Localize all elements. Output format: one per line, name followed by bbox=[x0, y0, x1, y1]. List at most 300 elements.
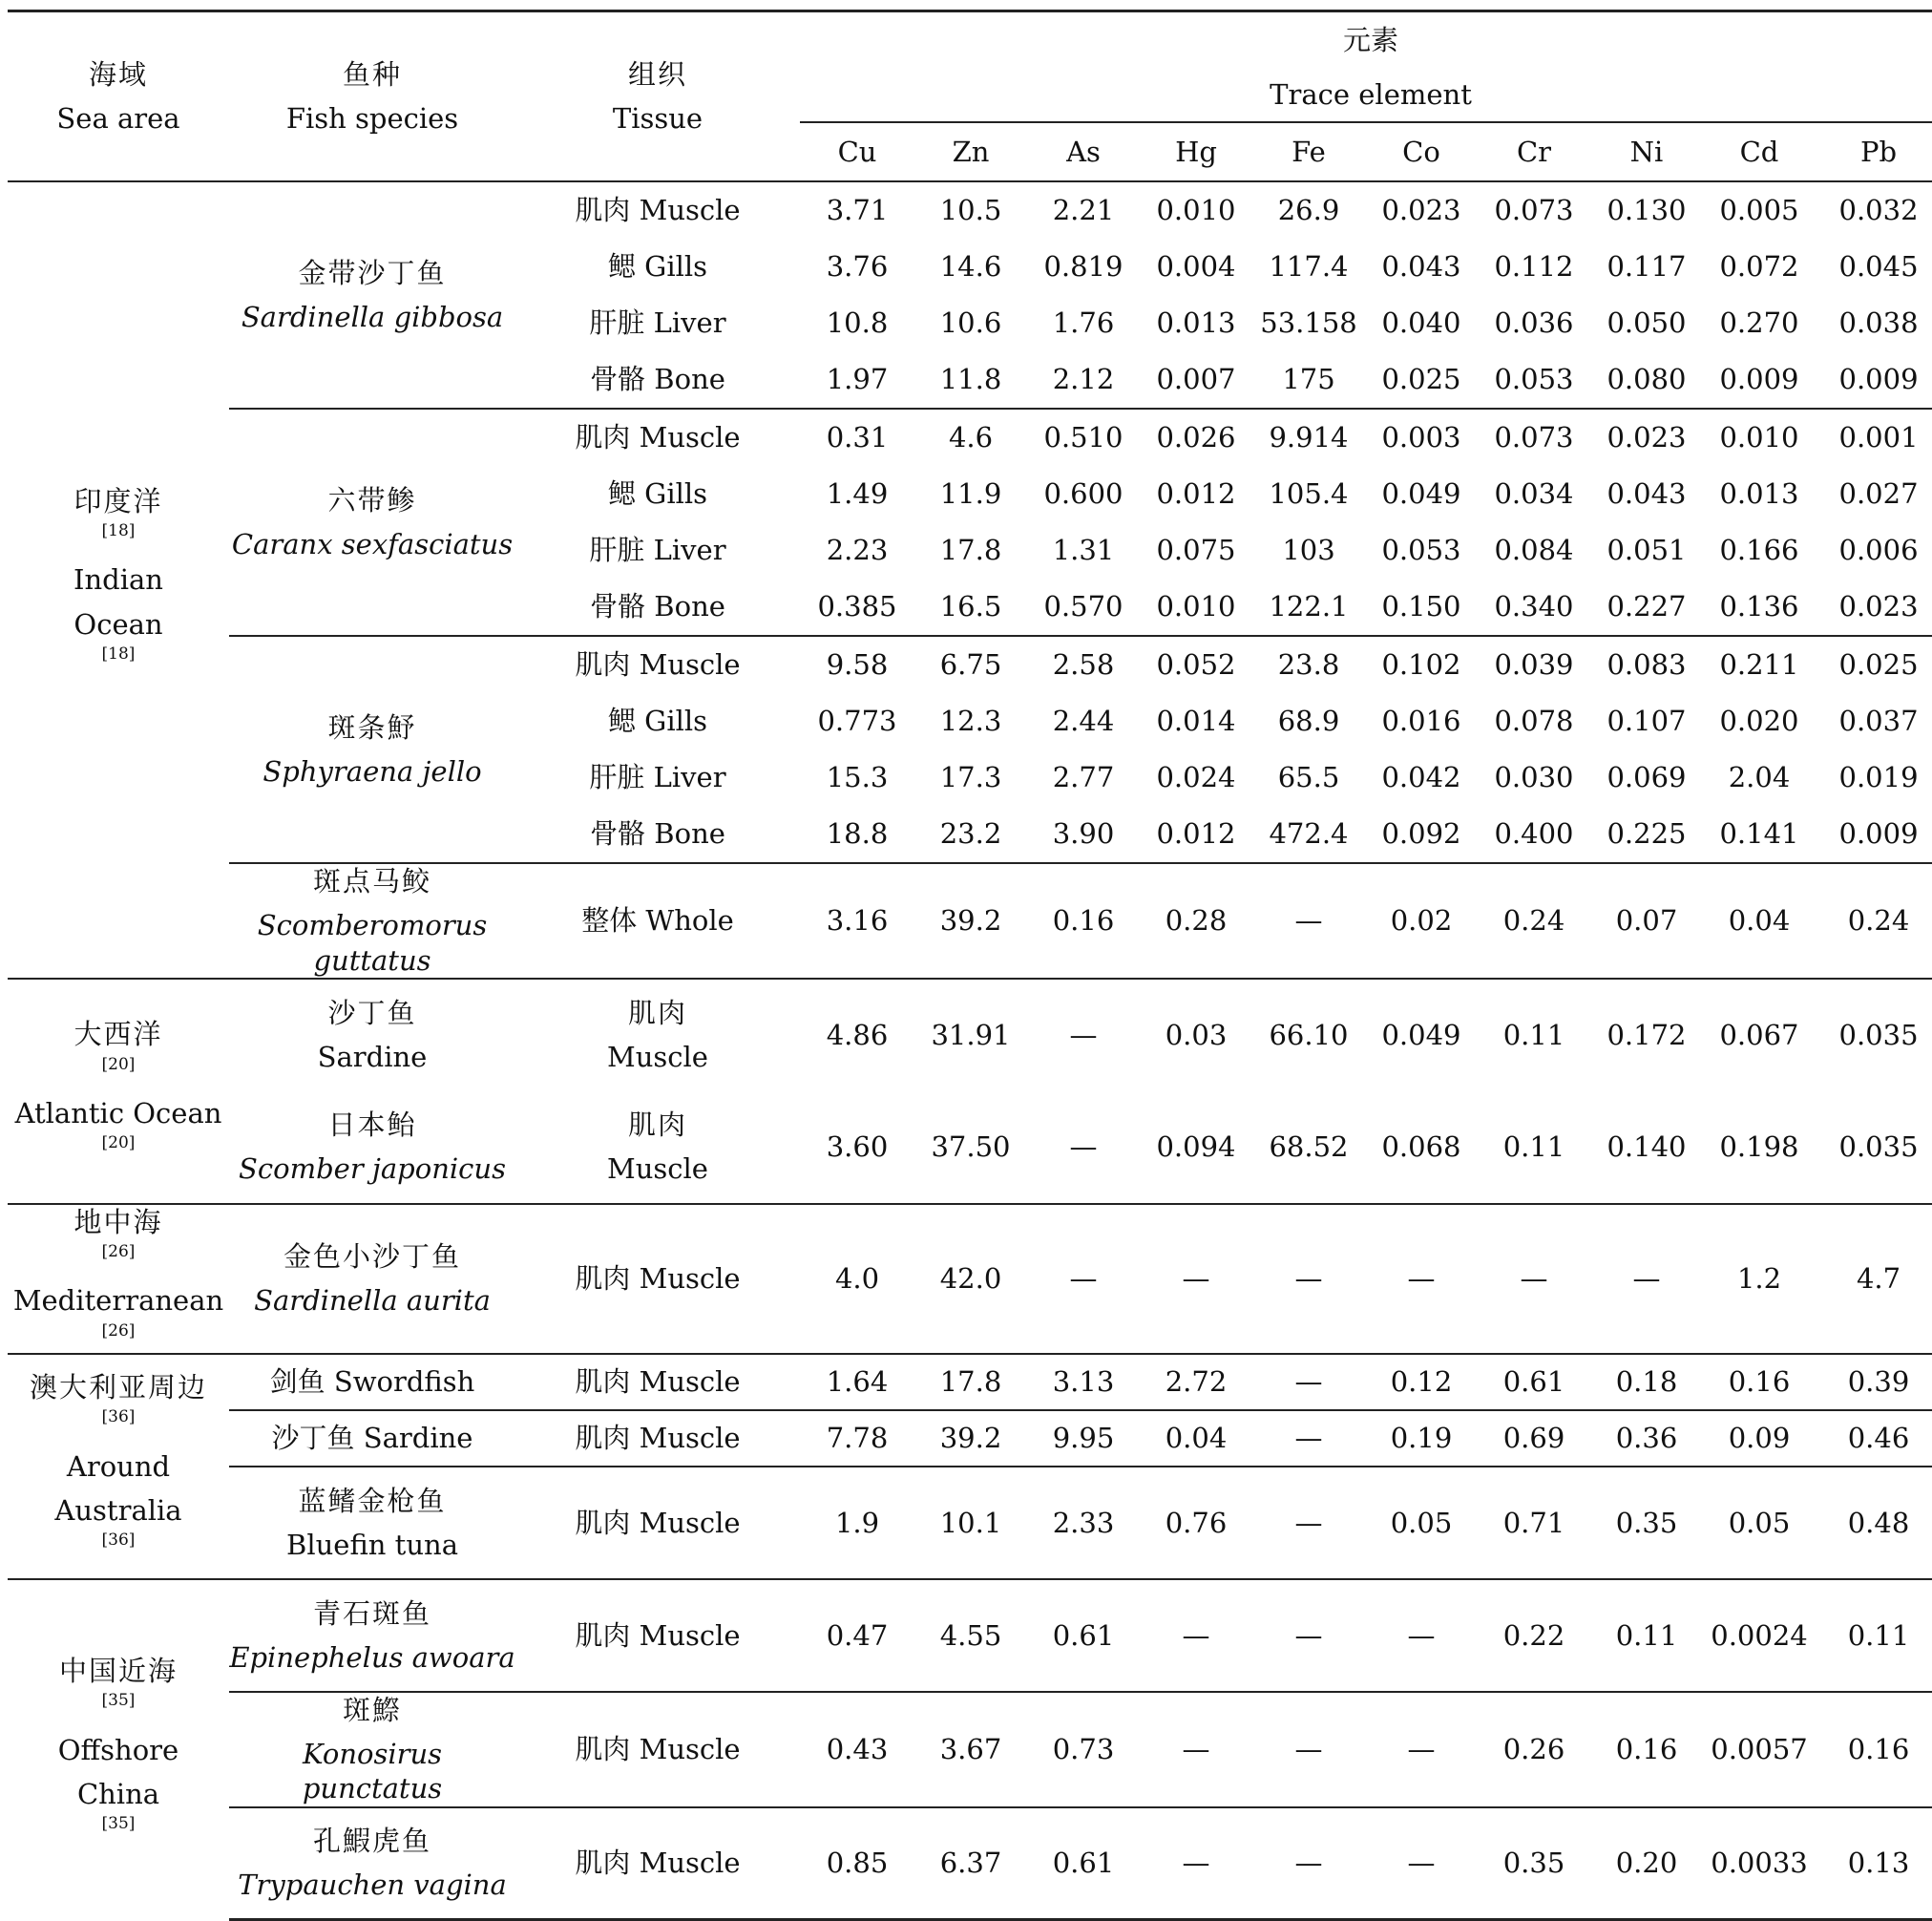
species-latin: Sardinella gibbosa bbox=[241, 301, 504, 333]
value-cell: 0.092 bbox=[1381, 817, 1461, 851]
value-cell: 0.016 bbox=[1381, 705, 1461, 738]
value-cell: 0.570 bbox=[1043, 590, 1124, 623]
value-cell: 0.85 bbox=[800, 1807, 914, 1920]
value-cell: 0.11 bbox=[1590, 1579, 1703, 1692]
value-cell: 0.11 bbox=[1816, 1579, 1932, 1692]
value-cell: 0.16 bbox=[1816, 1692, 1932, 1807]
sea-area-en: Australia bbox=[54, 1493, 182, 1527]
value-cell: 0.075 bbox=[1156, 534, 1236, 567]
species-latin: Scomberomorus guttatus bbox=[257, 909, 488, 977]
element-header-cu: Cu bbox=[800, 122, 914, 181]
value-cell: 2.44 bbox=[1052, 705, 1115, 738]
value-cell: 0.46 bbox=[1816, 1410, 1932, 1467]
value-cell: 10.6 bbox=[939, 306, 1002, 340]
value-cell: 0.035 bbox=[1838, 1130, 1919, 1164]
species-cn: 斑点马鲛 bbox=[312, 865, 431, 897]
element-header-co: Co bbox=[1365, 122, 1478, 181]
value-cell: 0.012 bbox=[1156, 817, 1236, 851]
reference-mark: [26] bbox=[101, 1320, 136, 1340]
sea-area-en: Indian bbox=[74, 563, 163, 597]
value-cell: — bbox=[1252, 1410, 1365, 1467]
element-header-pb: Pb bbox=[1816, 122, 1932, 181]
species-cell bbox=[229, 1204, 515, 1354]
value-cell: 0.07 bbox=[1590, 863, 1703, 979]
trace-element-table-container bbox=[8, 10, 1924, 1921]
value-cell: 0.030 bbox=[1494, 761, 1574, 794]
table-row bbox=[8, 863, 1932, 979]
value-cell: 1.9 bbox=[800, 1467, 914, 1579]
value-cell: 14.6 bbox=[939, 250, 1002, 284]
value-cell: 65.5 bbox=[1277, 761, 1340, 794]
element-header-cd: Cd bbox=[1703, 122, 1816, 181]
value-cell: 0.05 bbox=[1703, 1467, 1816, 1579]
value-cell: 0.19 bbox=[1365, 1410, 1478, 1467]
value-cell: 0.48 bbox=[1816, 1467, 1932, 1579]
species-cell bbox=[229, 1091, 515, 1204]
value-cell: — bbox=[1252, 1204, 1365, 1354]
value-cell: 31.91 bbox=[914, 979, 1027, 1091]
value-cell: 3.60 bbox=[826, 1130, 889, 1164]
species-cn: 金带沙丁鱼 bbox=[298, 256, 447, 289]
fish-species-header-en: Fish species bbox=[285, 102, 459, 135]
sea-area-en: China bbox=[76, 1777, 160, 1810]
value-cell: 0.073 bbox=[1494, 194, 1574, 227]
reference-mark: [20] bbox=[101, 1133, 136, 1152]
element-header-zn: Zn bbox=[914, 122, 1027, 181]
value-cell: 0.001 bbox=[1816, 409, 1932, 466]
value-cell: 0.080 bbox=[1606, 363, 1687, 396]
sea-area-header-en: Sea area bbox=[56, 102, 180, 135]
species-cell bbox=[229, 1692, 515, 1807]
value-cell: 9.58 bbox=[800, 636, 914, 693]
value-cell: 0.004 bbox=[1156, 250, 1236, 284]
tissue-cell: 肌肉 Muscle bbox=[515, 1807, 800, 1920]
value-cell: 0.025 bbox=[1381, 363, 1461, 396]
value-cell: 0.014 bbox=[1156, 705, 1236, 738]
value-cell: 0.35 bbox=[1478, 1807, 1590, 1920]
species-latin: Sardinella aurita bbox=[254, 1284, 491, 1318]
value-cell: 0.22 bbox=[1478, 1579, 1590, 1692]
value-cell: 0.024 bbox=[1156, 761, 1236, 794]
value-cell: 105.4 bbox=[1269, 477, 1349, 511]
species-latin: Epinephelus awoara bbox=[229, 1640, 515, 1674]
species-cell bbox=[229, 1579, 515, 1692]
value-cell: 0.69 bbox=[1478, 1410, 1590, 1467]
value-cell: 2.23 bbox=[826, 534, 889, 567]
value-cell: 0.0033 bbox=[1703, 1807, 1816, 1920]
value-cell: 0.053 bbox=[1381, 534, 1461, 567]
tissue-cell: 肌肉 Muscle bbox=[515, 636, 800, 693]
value-cell: 0.010 bbox=[1156, 194, 1236, 227]
tissue-header-en: Tissue bbox=[612, 102, 704, 135]
value-cell: 0.094 bbox=[1156, 1130, 1236, 1164]
species-latin: Trypauchen vagina bbox=[238, 1868, 507, 1902]
value-cell: 0.019 bbox=[1838, 761, 1919, 794]
value-cell: 10.8 bbox=[826, 306, 889, 340]
table-row bbox=[8, 979, 1932, 1091]
reference-mark: [20] bbox=[101, 1054, 136, 1074]
value-cell: 3.13 bbox=[1027, 1354, 1140, 1410]
fish-species-header-cn: 鱼种 bbox=[342, 57, 402, 91]
value-cell: 0.050 bbox=[1606, 306, 1687, 340]
table-row bbox=[8, 1354, 1932, 1410]
species-cn: 斑条魣 bbox=[327, 710, 417, 744]
value-cell: 2.21 bbox=[1052, 194, 1115, 227]
value-cell: 0.026 bbox=[1140, 409, 1252, 466]
value-cell: 1.97 bbox=[826, 363, 889, 396]
value-cell: — bbox=[1252, 1579, 1365, 1692]
value-cell: 0.053 bbox=[1494, 363, 1574, 396]
species-cn: 金色小沙丁鱼 bbox=[283, 1240, 461, 1273]
value-cell: 0.039 bbox=[1478, 636, 1590, 693]
value-cell: 39.2 bbox=[914, 1410, 1027, 1467]
value-cell: 0.045 bbox=[1838, 250, 1919, 284]
value-cell: 68.52 bbox=[1269, 1130, 1349, 1164]
value-cell: 117.4 bbox=[1269, 250, 1349, 284]
species-cell bbox=[229, 1807, 515, 1920]
value-cell: 0.510 bbox=[1027, 409, 1140, 466]
value-cell: 0.025 bbox=[1816, 636, 1932, 693]
value-cell: 3.67 bbox=[914, 1692, 1027, 1807]
value-cell: 2.72 bbox=[1140, 1354, 1252, 1410]
value-cell: 0.013 bbox=[1156, 306, 1236, 340]
tissue-cn: 肌肉 bbox=[627, 1108, 687, 1141]
value-cell: 0.31 bbox=[800, 409, 914, 466]
value-cell: 4.0 bbox=[800, 1204, 914, 1354]
value-cell: 17.3 bbox=[939, 761, 1002, 794]
value-cell: 0.166 bbox=[1719, 534, 1799, 567]
value-cell: 0.270 bbox=[1719, 306, 1799, 340]
element-header-hg: Hg bbox=[1140, 122, 1252, 181]
table-row bbox=[8, 1410, 1932, 1467]
value-cell: 0.117 bbox=[1606, 250, 1687, 284]
tissue-cell: 肌肉 Muscle bbox=[515, 409, 800, 466]
value-cell: 0.02 bbox=[1365, 863, 1478, 979]
tissue-cell: 肝脏 Liver bbox=[589, 306, 726, 340]
value-cell: 0.03 bbox=[1140, 979, 1252, 1091]
value-cell: 0.0024 bbox=[1703, 1579, 1816, 1692]
value-cell: 7.78 bbox=[800, 1410, 914, 1467]
value-cell: 0.20 bbox=[1590, 1807, 1703, 1920]
value-cell: 15.3 bbox=[826, 761, 889, 794]
value-cell: 0.027 bbox=[1838, 477, 1919, 511]
value-cell: 0.068 bbox=[1381, 1130, 1461, 1164]
reference-mark: [18] bbox=[101, 521, 136, 540]
table-row bbox=[8, 1091, 1932, 1204]
value-cell: — bbox=[1365, 1579, 1478, 1692]
value-cell: 0.023 bbox=[1381, 194, 1461, 227]
value-cell: 0.12 bbox=[1365, 1354, 1478, 1410]
species-cell bbox=[229, 409, 515, 636]
element-header-ni: Ni bbox=[1590, 122, 1703, 181]
value-cell: 0.227 bbox=[1606, 590, 1687, 623]
species-cn: 孔鰕虎鱼 bbox=[312, 1825, 431, 1857]
reference-mark: [36] bbox=[101, 1407, 136, 1427]
tissue-cell: 鳃 Gills bbox=[607, 705, 708, 738]
value-cell: 0.049 bbox=[1381, 477, 1461, 511]
reference-mark: [35] bbox=[101, 1814, 136, 1833]
value-cell: 0.400 bbox=[1494, 817, 1574, 851]
value-cell: 0.102 bbox=[1365, 636, 1478, 693]
value-cell: 0.24 bbox=[1816, 863, 1932, 979]
value-cell: 0.73 bbox=[1027, 1692, 1140, 1807]
value-cell: — bbox=[1365, 1692, 1478, 1807]
value-cell: 3.71 bbox=[826, 194, 889, 227]
value-cell: 0.078 bbox=[1494, 705, 1574, 738]
sea-area-mediterranean bbox=[8, 1204, 229, 1354]
value-cell: 0.47 bbox=[800, 1579, 914, 1692]
species-cn: 六带鲹 bbox=[327, 483, 417, 517]
tissue-cell: 肝脏 Liver bbox=[589, 534, 726, 567]
value-cell: 0.051 bbox=[1606, 534, 1687, 567]
tissue-cell: 整体 Whole bbox=[515, 863, 800, 979]
value-cell: — bbox=[1252, 1807, 1365, 1920]
sea-area-around-australia bbox=[8, 1354, 229, 1579]
tissue-cell bbox=[515, 979, 800, 1091]
value-cell: 0.61 bbox=[1027, 1579, 1140, 1692]
value-cell: 0.034 bbox=[1494, 477, 1574, 511]
tissue-cell: 肝脏 Liver bbox=[589, 761, 726, 794]
tissue-cell: 肌肉 Muscle bbox=[515, 1354, 800, 1410]
value-cell: 9.95 bbox=[1027, 1410, 1140, 1467]
value-cell: 1.76 bbox=[1052, 306, 1115, 340]
tissue-header bbox=[515, 11, 800, 182]
value-cell: 39.2 bbox=[914, 863, 1027, 979]
value-cell: 0.049 bbox=[1365, 979, 1478, 1091]
value-cell: 0.032 bbox=[1838, 194, 1919, 227]
value-cell: 0.61 bbox=[1478, 1354, 1590, 1410]
value-cell: 0.11 bbox=[1478, 979, 1590, 1091]
value-cell: 0.069 bbox=[1606, 761, 1687, 794]
value-cell: 0.130 bbox=[1606, 194, 1687, 227]
table-row bbox=[8, 1204, 1932, 1354]
value-cell: 0.16 bbox=[1027, 863, 1140, 979]
value-cell: — bbox=[1252, 863, 1365, 979]
value-cell: 0.040 bbox=[1381, 306, 1461, 340]
value-cell: 103 bbox=[1282, 534, 1335, 567]
value-cell: 0.26 bbox=[1478, 1692, 1590, 1807]
value-cell: 0.09 bbox=[1703, 1410, 1816, 1467]
tissue-cn: 肌肉 bbox=[627, 997, 687, 1029]
table-row bbox=[8, 1467, 1932, 1579]
table-row bbox=[8, 1579, 1932, 1692]
species-cell bbox=[229, 1467, 515, 1579]
species-cn: 蓝鳍金枪鱼 bbox=[298, 1484, 447, 1517]
value-cell: 53.158 bbox=[1260, 306, 1357, 340]
value-cell: — bbox=[1478, 1204, 1590, 1354]
value-cell: 11.9 bbox=[939, 477, 1002, 511]
value-cell: — bbox=[1140, 1579, 1252, 1692]
tissue-cell: 骨骼 Bone bbox=[590, 817, 725, 851]
value-cell: 10.1 bbox=[914, 1467, 1027, 1579]
value-cell: 0.340 bbox=[1494, 590, 1574, 623]
species-en: Bluefin tuna bbox=[286, 1528, 458, 1561]
sea-area-atlantic-ocean bbox=[8, 979, 229, 1204]
value-cell: 4.86 bbox=[800, 979, 914, 1091]
value-cell: 17.8 bbox=[914, 1354, 1027, 1410]
sea-area-cn: 大西洋 bbox=[74, 1018, 163, 1051]
value-cell: 1.2 bbox=[1703, 1204, 1816, 1354]
tissue-en: Muscle bbox=[607, 1152, 708, 1186]
value-cell: 0.225 bbox=[1606, 817, 1687, 851]
value-cell: — bbox=[1027, 1204, 1140, 1354]
sea-area-header-cn: 海域 bbox=[88, 57, 148, 91]
value-cell: 0.005 bbox=[1719, 194, 1799, 227]
value-cell: 0.198 bbox=[1719, 1130, 1799, 1164]
sea-area-cn: 澳大利亚周边 bbox=[29, 1371, 207, 1404]
value-cell: 0.11 bbox=[1502, 1130, 1565, 1164]
value-cell: 0.24 bbox=[1478, 863, 1590, 979]
tissue-cell: 肌肉 Muscle bbox=[515, 1204, 800, 1354]
value-cell: — bbox=[1140, 1807, 1252, 1920]
value-cell: 0.16 bbox=[1590, 1692, 1703, 1807]
value-cell: — bbox=[1252, 1354, 1365, 1410]
value-cell: 3.16 bbox=[800, 863, 914, 979]
value-cell: 0.009 bbox=[1838, 817, 1919, 851]
value-cell: 2.12 bbox=[1052, 363, 1115, 396]
sea-area-cn: 地中海 bbox=[74, 1205, 163, 1238]
header-row-top bbox=[8, 11, 1932, 69]
value-cell: 3.76 bbox=[826, 250, 889, 284]
species-cn: 斑鰶 bbox=[342, 1693, 402, 1726]
value-cell: 0.211 bbox=[1703, 636, 1816, 693]
tissue-cell: 肌肉 Muscle bbox=[515, 1579, 800, 1692]
species-cell: 沙丁鱼 Sardine bbox=[229, 1410, 515, 1467]
table-row bbox=[8, 636, 1932, 693]
value-cell: 0.042 bbox=[1381, 761, 1461, 794]
value-cell: 175 bbox=[1282, 363, 1335, 396]
value-cell: — bbox=[1252, 1692, 1365, 1807]
value-cell: — bbox=[1069, 1130, 1098, 1164]
species-cn: 日本鲐 bbox=[327, 1108, 417, 1141]
value-cell: 0.023 bbox=[1838, 590, 1919, 623]
value-cell: — bbox=[1027, 979, 1140, 1091]
sea-area-cn: 印度洋 bbox=[74, 484, 163, 517]
sea-area-en: Offshore bbox=[57, 1733, 179, 1766]
value-cell: 0.76 bbox=[1140, 1467, 1252, 1579]
value-cell: — bbox=[1252, 1467, 1365, 1579]
table-row bbox=[8, 181, 1932, 239]
value-cell: 2.58 bbox=[1027, 636, 1140, 693]
species-cell bbox=[229, 979, 515, 1091]
value-cell: 0.010 bbox=[1703, 409, 1816, 466]
element-header-fe: Fe bbox=[1252, 122, 1365, 181]
sea-area-en: Mediterranean bbox=[12, 1284, 224, 1318]
value-cell: 0.043 bbox=[1381, 250, 1461, 284]
value-cell: — bbox=[1140, 1204, 1252, 1354]
value-cell: 0.140 bbox=[1606, 1130, 1687, 1164]
species-cell bbox=[229, 863, 515, 979]
value-cell: — bbox=[1140, 1692, 1252, 1807]
tissue-en: Muscle bbox=[607, 1041, 708, 1074]
species-cell bbox=[229, 181, 515, 409]
table-row bbox=[8, 1807, 1932, 1920]
value-cell: 1.31 bbox=[1052, 534, 1115, 567]
value-cell: 1.49 bbox=[826, 477, 889, 511]
species-latin: Sphyraena jello bbox=[262, 755, 482, 788]
species-cell: 剑鱼 Swordfish bbox=[229, 1354, 515, 1410]
value-cell: 23.8 bbox=[1252, 636, 1365, 693]
value-cell: 0.36 bbox=[1590, 1410, 1703, 1467]
value-cell: 4.7 bbox=[1816, 1204, 1932, 1354]
value-cell: 2.33 bbox=[1027, 1467, 1140, 1579]
value-cell: — bbox=[1365, 1807, 1478, 1920]
species-latin: Caranx sexfasciatus bbox=[231, 528, 514, 560]
value-cell: 9.914 bbox=[1252, 409, 1365, 466]
value-cell: 37.50 bbox=[931, 1130, 1011, 1164]
tissue-cell: 肌肉 Muscle bbox=[515, 1467, 800, 1579]
value-cell: 0.013 bbox=[1719, 477, 1799, 511]
value-cell: 17.8 bbox=[939, 534, 1002, 567]
sea-area-en: Ocean bbox=[74, 607, 163, 641]
value-cell: 0.038 bbox=[1838, 306, 1919, 340]
value-cell: 0.023 bbox=[1590, 409, 1703, 466]
value-cell: 0.136 bbox=[1719, 590, 1799, 623]
value-cell: 0.043 bbox=[1606, 477, 1687, 511]
value-cell: 0.035 bbox=[1816, 979, 1932, 1091]
species-cn: 青石斑鱼 bbox=[312, 1596, 431, 1630]
value-cell: 23.2 bbox=[939, 817, 1002, 851]
value-cell: 0.052 bbox=[1140, 636, 1252, 693]
tissue-cell: 肌肉 Muscle bbox=[575, 194, 741, 227]
value-cell: 0.073 bbox=[1478, 409, 1590, 466]
value-cell: — bbox=[1590, 1204, 1703, 1354]
value-cell: 0.0057 bbox=[1703, 1692, 1816, 1807]
value-cell: 4.55 bbox=[914, 1579, 1027, 1692]
reference-mark: [35] bbox=[101, 1691, 136, 1711]
element-header-cr: Cr bbox=[1478, 122, 1590, 181]
value-cell: 66.10 bbox=[1252, 979, 1365, 1091]
value-cell: 0.35 bbox=[1590, 1467, 1703, 1579]
value-cell: 3.90 bbox=[1052, 817, 1115, 851]
value-cell: 0.385 bbox=[817, 590, 897, 623]
value-cell: 0.012 bbox=[1156, 477, 1236, 511]
sea-area-en: Around bbox=[66, 1449, 171, 1483]
value-cell: 68.9 bbox=[1277, 705, 1340, 738]
value-cell: 6.75 bbox=[914, 636, 1027, 693]
value-cell: 10.5 bbox=[939, 194, 1002, 227]
fish-species-header bbox=[229, 11, 515, 182]
species-en: Sardine bbox=[317, 1041, 428, 1074]
tissue-cell: 肌肉 Muscle bbox=[515, 1692, 800, 1807]
value-cell: 12.3 bbox=[939, 705, 1002, 738]
tissue-cell: 鳃 Gills bbox=[607, 477, 708, 511]
trace-element-table bbox=[8, 10, 1932, 1921]
value-cell: 0.05 bbox=[1365, 1467, 1478, 1579]
trace-element-header-cn: 元素 bbox=[1343, 23, 1399, 56]
value-cell: 0.172 bbox=[1590, 979, 1703, 1091]
species-latin: Konosirus punctatus bbox=[302, 1738, 443, 1805]
value-cell: 0.39 bbox=[1816, 1354, 1932, 1410]
value-cell: 16.5 bbox=[939, 590, 1002, 623]
tissue-cell: 肌肉 Muscle bbox=[515, 1410, 800, 1467]
value-cell: 0.43 bbox=[800, 1692, 914, 1807]
value-cell: 0.036 bbox=[1494, 306, 1574, 340]
value-cell: 0.083 bbox=[1590, 636, 1703, 693]
species-cn: 沙丁鱼 bbox=[327, 997, 417, 1029]
value-cell: 0.04 bbox=[1703, 863, 1816, 979]
sea-area-indian-ocean bbox=[8, 181, 229, 979]
value-cell: 2.77 bbox=[1052, 761, 1115, 794]
value-cell: 42.0 bbox=[914, 1204, 1027, 1354]
reference-mark: [26] bbox=[101, 1242, 136, 1261]
value-cell: 0.04 bbox=[1140, 1410, 1252, 1467]
table-row bbox=[8, 1692, 1932, 1807]
sea-area-cn: 中国近海 bbox=[58, 1655, 178, 1687]
value-cell: 0.28 bbox=[1140, 863, 1252, 979]
tissue-cell bbox=[515, 1091, 800, 1204]
value-cell: 18.8 bbox=[826, 817, 889, 851]
